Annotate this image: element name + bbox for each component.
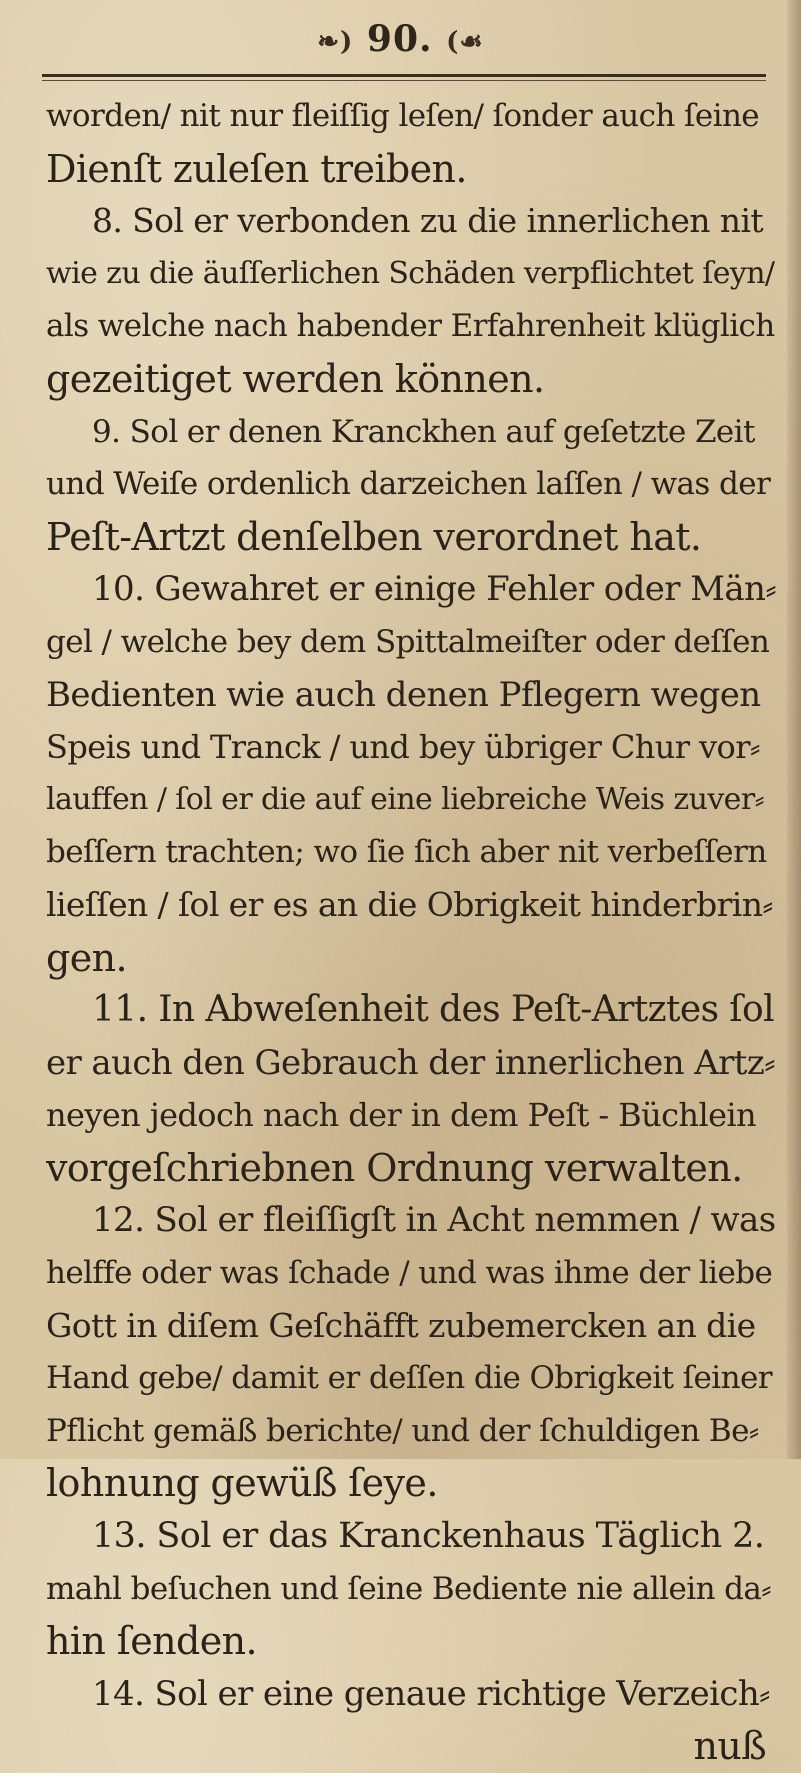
text-line: 12. Sol er fleiſſigſt in Acht nemmen / was xyxy=(92,1200,776,1241)
text-line: beſſern trachten; wo ſie ſich aber nit verbeſſern xyxy=(46,834,767,871)
text-line: 10. Gewahret er einige Fehler oder Män⸗ xyxy=(92,569,776,610)
text-line: lohnung gewüß ſeye. xyxy=(46,1461,438,1506)
text-line: neyen jedoch nach der in dem Peſt - Büchlein xyxy=(46,1096,757,1135)
text-line: 11. In Abweſenheit des Peſt-Artztes ſol xyxy=(92,989,775,1031)
text-line: er auch den Gebrauch der innerlichen Artz⸗ xyxy=(46,1042,775,1083)
text-line: als welche nach habender Erfahrenheit klüglich xyxy=(46,308,775,345)
text-line: lieſſen / ſol er es an die Obrigkeit hinderbrin⸗ xyxy=(46,884,773,924)
text-line: Bedienten wie auch denen Pflegern wegen xyxy=(46,674,761,715)
text-line: Gott in diſem Geſchäfft zubemercken an die xyxy=(46,1305,756,1345)
body-text xyxy=(46,90,776,1773)
text-line: 13. Sol er das Kranckenhaus Täglich 2. xyxy=(92,1516,765,1557)
text-line: Dienſt zuleſen treiben. xyxy=(46,146,467,191)
text-line: worden/ nit nur fleiſſig leſen/ ſonder auch ſeine xyxy=(46,98,760,134)
text-line: gel / welche bey dem Spittalmeiſter oder deſſen xyxy=(46,623,770,660)
text-line: Peſt-Artzt denſelben verordnet hat. xyxy=(46,514,702,559)
text-line: vorgeſchriebnen Ordnung verwalten. xyxy=(46,1145,743,1190)
text-line: gen. xyxy=(46,935,127,980)
text-line: mahl beſuchen und ſeine Bediente nie allein da⸗ xyxy=(46,1570,772,1607)
text-line: gezeitiget werden können. xyxy=(46,356,545,401)
catchword: nuß xyxy=(693,1724,766,1769)
text-line: wie zu die äuſſerlichen Schäden verpflichtet ſeyn/ xyxy=(46,255,775,291)
page-header xyxy=(0,18,801,60)
text-line: helffe oder was ſchade / und was ihme der liebe xyxy=(46,1255,773,1292)
text-line: 14. Sol er eine genaue richtige Verzeich⸗ xyxy=(92,1673,770,1714)
text-line: lauffen / ſol er die auf eine liebreiche Weis zuver⸗ xyxy=(46,781,764,817)
text-line: und Weiſe ordenlich darzeichen laſſen / was der xyxy=(46,466,771,503)
ornament-right: (☙ xyxy=(446,27,484,57)
page-edge-shadow xyxy=(787,0,801,1459)
text-line: Hand gebe/ damit er deſſen die Obrigkeit ſeiner xyxy=(46,1360,772,1397)
header-rule xyxy=(42,74,766,77)
text-line: Pflicht gemäß berichte/ und der ſchuldigen Be⸗ xyxy=(46,1412,759,1449)
text-line: Speis und Tranck / und bey übriger Chur vor⸗ xyxy=(46,728,760,767)
page-number: 90. xyxy=(366,18,433,60)
text-line: hin ſenden. xyxy=(46,1619,257,1664)
text-line: 9. Sol er denen Kranckhen auf geſetzte Zeit xyxy=(92,413,755,450)
ornament-left: ❧) xyxy=(317,27,354,57)
header-rule-thin xyxy=(42,80,766,81)
text-line: 8. Sol er verbonden zu die innerlichen nit xyxy=(92,201,764,241)
